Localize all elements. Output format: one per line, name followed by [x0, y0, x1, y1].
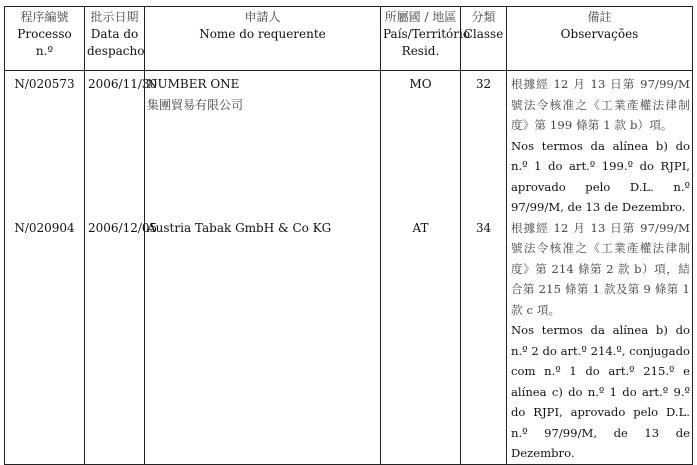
cell-country: AT: [381, 218, 461, 465]
header-country: [381, 7, 471, 71]
observation-zh: 根據經 12 月 13 日第 97/99/M 號法令核准之《工業產權法律制度》第 214 條第 2 款 b）項，結合第 215 條第 1 款及第 9 條第 1 款 c 項。: [511, 220, 690, 317]
observation-pt: Nos termos da alínea b) do n.º 1 do art.º 199.º do RJPI, aprovado pelo D.L. n.º 97/99/M, de 13 de Dezembro.: [511, 138, 690, 214]
header-date: [85, 7, 145, 71]
cell-observations: [507, 71, 693, 218]
table-row: [5, 218, 693, 465]
table-row: [5, 71, 693, 218]
cell-date: 2006/11/30: [85, 71, 145, 218]
cell-class: 34: [461, 218, 507, 465]
cell-applicant: [145, 71, 381, 218]
header-observations: [507, 7, 693, 71]
header-applicant: [145, 7, 381, 71]
header-applicant-zh: 申請人: [244, 10, 281, 24]
header-country-zh: 所屬國 / 地區: [384, 10, 457, 24]
header-process-pt: Processo n.º: [17, 27, 72, 58]
header-date-pt: Data do despacho: [87, 27, 145, 58]
table-header-row: [5, 7, 693, 71]
header-obs-pt: Observações: [560, 27, 639, 41]
header-class-zh: 分類: [471, 10, 496, 24]
header-country-pt: País/Território Resid.: [383, 27, 471, 58]
cell-date: 2006/12/05: [85, 218, 145, 465]
cell-process-number: N/020573: [5, 71, 85, 218]
cell-process-number: N/020904: [5, 218, 85, 465]
header-process-number: [5, 7, 85, 71]
applicant-name: NUMBER ONE: [147, 77, 240, 91]
header-date-zh: 批示日期: [90, 10, 139, 24]
applicant-name-zh: 集團貿易有限公司: [147, 97, 244, 112]
cell-applicant: [145, 218, 381, 465]
cell-observations: [507, 218, 693, 465]
header-obs-zh: 備註: [587, 10, 612, 24]
observation-pt: Nos termos da alínea b) do n.º 2 do art.º 214.º, conjugado com n.º 1 do art.º 215.º e alínea c) do n.º 1 do art.º 9.º do RJPI, aprovado pelo D.L. n.º 97/99/M, de 13 de Dezembro.: [511, 323, 690, 460]
header-class: [461, 7, 507, 71]
cell-class: 32: [461, 71, 507, 218]
header-applicant-pt: Nome do requerente: [199, 27, 326, 41]
observation-zh: 根據經 12 月 13 日第 97/99/M 號法令核准之《工業產權法律制度》第 199 條第 1 款 b）項。: [511, 77, 690, 132]
header-class-pt: Classe: [463, 27, 504, 41]
trademark-decision-table: [4, 6, 693, 465]
cell-country: MO: [381, 71, 461, 218]
applicant-name: Austria Tabak GmbH & Co KG: [147, 220, 332, 235]
header-process-zh: 程序編號: [20, 10, 69, 24]
